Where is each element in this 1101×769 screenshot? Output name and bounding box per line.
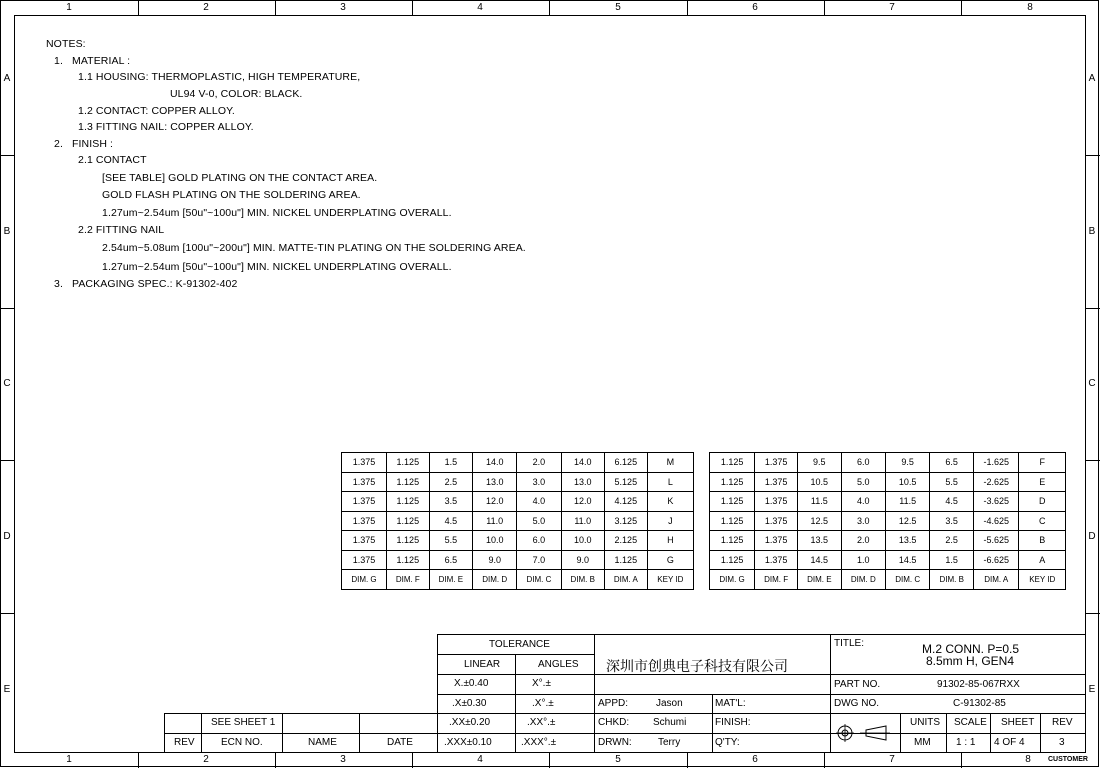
table-cell: A (1019, 550, 1066, 570)
table-cell: 13.0 (473, 472, 517, 492)
table-header-cell: DIM. C (517, 570, 561, 590)
title-label: TITLE: (834, 638, 865, 649)
table-cell: -5.625 (974, 531, 1019, 551)
table-row (710, 472, 1066, 492)
table-cell: 10.0 (561, 531, 604, 551)
table-cell: 1.125 (386, 453, 429, 473)
row-label: E (1088, 684, 1096, 695)
table-row (710, 492, 1066, 512)
table-cell: 1.125 (386, 472, 429, 492)
col-label: 8 (1027, 2, 1033, 13)
col-label: 5 (615, 754, 621, 765)
table-cell: 1.375 (755, 550, 798, 570)
table-cell: G (647, 550, 693, 570)
table-cell: 1.125 (710, 531, 755, 551)
col-label: 8 (1025, 754, 1031, 765)
table-cell: 5.125 (604, 472, 647, 492)
part-no-value: 91302-85-067RXX (937, 679, 1020, 690)
title-line-1: M.2 CONN. P=0.5 (922, 642, 1020, 656)
units-value: MM (914, 737, 931, 748)
note-line: 1.1 HOUSING: THERMOPLASTIC, HIGH TEMPERATURE, (78, 71, 361, 83)
note-line: GOLD FLASH PLATING ON THE SOLDERING AREA. (102, 189, 361, 201)
table-cell: 9.5 (798, 453, 842, 473)
note-line: 1.27um~2.54um [50u"~100u"] MIN. NICKEL UNDERPLATING OVERALL. (102, 207, 452, 219)
note-line: 1.3 FITTING NAIL: COPPER ALLOY. (78, 121, 254, 133)
col-label: 3 (340, 754, 346, 765)
table-cell: 4.5 (930, 492, 974, 512)
table-cell: 9.5 (886, 453, 930, 473)
title-line-2: 8.5mm H, GEN4 (926, 654, 1015, 668)
table-cell: 3.0 (841, 511, 885, 531)
table-cell: H (647, 531, 693, 551)
tol-linear-2: .X±0.30 (452, 698, 487, 709)
table-cell: 1.125 (710, 511, 755, 531)
note-line: 2.1 CONTACT (78, 154, 147, 166)
table-cell: 9.0 (561, 550, 604, 570)
table-cell: 6.5 (429, 550, 472, 570)
tol-linear-4: .XXX±0.10 (444, 737, 492, 748)
table-cell: 1.125 (710, 472, 755, 492)
table-cell: 3.0 (517, 472, 561, 492)
table-cell: 14.0 (561, 453, 604, 473)
tol-linear-1: X.±0.40 (454, 678, 489, 689)
projection-symbol-icon (836, 722, 892, 749)
table-cell: 2.5 (429, 472, 472, 492)
table-cell: -1.625 (974, 453, 1019, 473)
table-cell: 1.5 (429, 453, 472, 473)
table-cell: 1.375 (342, 511, 387, 531)
part-no-label: PART NO. (834, 679, 881, 690)
table-cell: 1.375 (342, 531, 387, 551)
col-label: 6 (752, 754, 758, 765)
rev-label: REV (1052, 717, 1073, 728)
row-label: B (3, 226, 11, 237)
table-cell: 10.0 (473, 531, 517, 551)
table-cell: 1.375 (342, 550, 387, 570)
table-cell: 5.0 (517, 511, 561, 531)
table-cell: 14.5 (886, 550, 930, 570)
table-cell: 12.0 (473, 492, 517, 512)
sheet-label: SHEET (1001, 717, 1035, 728)
table-cell: 2.0 (517, 453, 561, 473)
table-cell: 2.0 (841, 531, 885, 551)
table-cell: 3.125 (604, 511, 647, 531)
table-cell: 9.0 (473, 550, 517, 570)
table-row (710, 453, 1066, 473)
table-cell: -2.625 (974, 472, 1019, 492)
table-header-row (342, 570, 694, 590)
table-cell: 1.0 (841, 550, 885, 570)
see-sheet-note: SEE SHEET 1 (211, 717, 276, 728)
notes-header: NOTES: (46, 38, 86, 50)
table-header-cell: DIM. E (798, 570, 842, 590)
table-header-cell: DIM. G (342, 570, 387, 590)
table-header-row (710, 570, 1066, 590)
table-cell: M (647, 453, 693, 473)
table-cell: L (647, 472, 693, 492)
dwg-no-label: DWG NO. (834, 698, 879, 709)
table-row (342, 453, 694, 473)
table-cell: 6.0 (517, 531, 561, 551)
col-label: 5 (615, 2, 621, 13)
table-cell: 11.5 (886, 492, 930, 512)
table-cell: 1.125 (710, 492, 755, 512)
table-cell: 12.5 (798, 511, 842, 531)
chkd-value: Schumi (653, 717, 687, 728)
table-cell: 2.5 (930, 531, 974, 551)
table-cell: 1.375 (342, 453, 387, 473)
col-label: 2 (203, 754, 209, 765)
table-header-cell: DIM. F (755, 570, 798, 590)
table-header-cell: DIM. F (386, 570, 429, 590)
appd-value: Jason (656, 698, 683, 709)
table-cell: 11.0 (561, 511, 604, 531)
table-cell: 2.125 (604, 531, 647, 551)
row-label: A (3, 73, 11, 84)
note-line: 2.54um~5.08um [100u"~200u"] MIN. MATTE-TIN PLATING ON THE SOLDERING AREA. (102, 242, 526, 254)
table-cell: J (647, 511, 693, 531)
table-header-cell: DIM. E (429, 570, 472, 590)
table-cell: 4.0 (841, 492, 885, 512)
table-cell: 12.0 (561, 492, 604, 512)
dimension-table-left (341, 452, 694, 590)
table-cell: -6.625 (974, 550, 1019, 570)
row-label: C (1088, 378, 1096, 389)
tolerance-label: TOLERANCE (489, 639, 550, 650)
table-cell: 1.125 (710, 550, 755, 570)
table-header-cell: DIM. B (930, 570, 974, 590)
table-cell: 4.5 (429, 511, 472, 531)
table-row (342, 472, 694, 492)
note-line: 2. FINISH : (54, 138, 114, 150)
rev-value: 3 (1059, 737, 1065, 748)
note-line: 3. PACKAGING SPEC.: K-91302-402 (54, 278, 238, 290)
matl-label: MAT'L: (715, 698, 746, 709)
table-cell: 1.125 (386, 550, 429, 570)
table-cell: 1.125 (386, 531, 429, 551)
table-cell: 5.0 (841, 472, 885, 492)
table-row (710, 550, 1066, 570)
table-row (342, 531, 694, 551)
table-cell: 11.0 (473, 511, 517, 531)
tol-angle-4: .XXX°.± (521, 737, 557, 748)
table-cell: 13.5 (798, 531, 842, 551)
note-line: UL94 V-0, COLOR: BLACK. (170, 88, 303, 100)
col-label: 6 (752, 2, 758, 13)
table-cell: 1.5 (930, 550, 974, 570)
col-label: 7 (889, 2, 895, 13)
table-header-cell: DIM. A (974, 570, 1019, 590)
table-cell: 5.5 (429, 531, 472, 551)
table-cell: 1.125 (604, 550, 647, 570)
table-cell: 1.375 (755, 492, 798, 512)
table-header-cell: KEY ID (647, 570, 693, 590)
table-cell: B (1019, 531, 1066, 551)
table-cell: D (1019, 492, 1066, 512)
name-column-header: NAME (308, 737, 337, 748)
table-cell: 3.5 (429, 492, 472, 512)
table-cell: 1.375 (342, 472, 387, 492)
note-line: 1. MATERIAL : (54, 55, 131, 67)
table-cell: 13.5 (886, 531, 930, 551)
table-cell: 1.125 (710, 453, 755, 473)
table-cell: -4.625 (974, 511, 1019, 531)
note-line: 1.27um~2.54um [50u"~100u"] MIN. NICKEL UNDERPLATING OVERALL. (102, 261, 452, 273)
table-cell: C (1019, 511, 1066, 531)
table-cell: 10.5 (886, 472, 930, 492)
table-cell: 1.375 (755, 511, 798, 531)
col-label: 4 (477, 2, 483, 13)
table-cell: 14.0 (473, 453, 517, 473)
chkd-label: CHKD: (598, 717, 630, 728)
tol-angle-3: .XX°.± (527, 717, 556, 728)
table-row (342, 511, 694, 531)
table-cell: 3.5 (930, 511, 974, 531)
rev-column-header: REV (174, 737, 195, 748)
col-label: 4 (477, 754, 483, 765)
note-line: 2.2 FITTING NAIL (78, 224, 165, 236)
table-cell: 1.125 (386, 492, 429, 512)
qty-label: Q'TY: (715, 737, 740, 748)
note-line: [SEE TABLE] GOLD PLATING ON THE CONTACT AREA. (102, 172, 378, 184)
table-header-cell: DIM. B (561, 570, 604, 590)
table-row (342, 492, 694, 512)
note-line: 1.2 CONTACT: COPPER ALLOY. (78, 105, 235, 117)
table-cell: 5.5 (930, 472, 974, 492)
angles-label: ANGLES (538, 659, 579, 670)
sheet-value: 4 OF 4 (994, 737, 1025, 748)
col-label: 3 (340, 2, 346, 13)
table-cell: 4.0 (517, 492, 561, 512)
drwn-label: DRWN: (598, 737, 632, 748)
table-cell: 14.5 (798, 550, 842, 570)
table-cell: 6.0 (841, 453, 885, 473)
tol-angle-1: X°.± (532, 678, 551, 689)
table-cell: 13.0 (561, 472, 604, 492)
row-label: E (3, 684, 11, 695)
table-cell: -3.625 (974, 492, 1019, 512)
col-label: 2 (203, 2, 209, 13)
table-header-cell: DIM. D (473, 570, 517, 590)
date-column-header: DATE (387, 737, 413, 748)
table-header-cell: DIM. A (604, 570, 647, 590)
scale-value: 1 : 1 (956, 737, 976, 748)
table-row (710, 531, 1066, 551)
col-label: 1 (66, 754, 72, 765)
scale-label: SCALE (954, 717, 987, 728)
table-cell: F (1019, 453, 1066, 473)
table-header-cell: DIM. D (841, 570, 885, 590)
row-label: A (1088, 73, 1096, 84)
tol-angle-2: .X°.± (532, 698, 554, 709)
row-label: D (3, 531, 11, 542)
dwg-no-value: C-91302-85 (953, 698, 1006, 709)
customer-label: CUSTOMER (1048, 756, 1088, 763)
col-label: 7 (889, 754, 895, 765)
finish-label: FINISH: (715, 717, 751, 728)
table-header-cell: DIM. G (710, 570, 755, 590)
table-cell: 10.5 (798, 472, 842, 492)
table-cell: E (1019, 472, 1066, 492)
table-cell: 6.5 (930, 453, 974, 473)
row-label: C (3, 378, 11, 389)
row-label: B (1088, 226, 1096, 237)
table-header-cell: DIM. C (886, 570, 930, 590)
row-label: D (1088, 531, 1096, 542)
table-cell: K (647, 492, 693, 512)
table-cell: 1.375 (755, 472, 798, 492)
table-cell: 1.375 (755, 453, 798, 473)
table-cell: 4.125 (604, 492, 647, 512)
table-cell: 1.375 (755, 531, 798, 551)
ecn-column-header: ECN NO. (221, 737, 263, 748)
table-header-cell: KEY ID (1019, 570, 1066, 590)
drwn-value: Terry (658, 737, 681, 748)
linear-label: LINEAR (464, 659, 501, 670)
company-name: 深圳市创典电子科技有限公司 (606, 659, 788, 675)
col-label: 1 (66, 2, 72, 13)
units-label: UNITS (910, 717, 940, 728)
table-row (710, 511, 1066, 531)
appd-label: APPD: (598, 698, 629, 709)
table-cell: 7.0 (517, 550, 561, 570)
table-cell: 1.125 (386, 511, 429, 531)
table-cell: 12.5 (886, 511, 930, 531)
table-cell: 1.375 (342, 492, 387, 512)
table-cell: 6.125 (604, 453, 647, 473)
tol-linear-3: .XX±0.20 (449, 717, 491, 728)
table-row (342, 550, 694, 570)
dimension-table-right (709, 452, 1066, 590)
table-cell: 11.5 (798, 492, 842, 512)
